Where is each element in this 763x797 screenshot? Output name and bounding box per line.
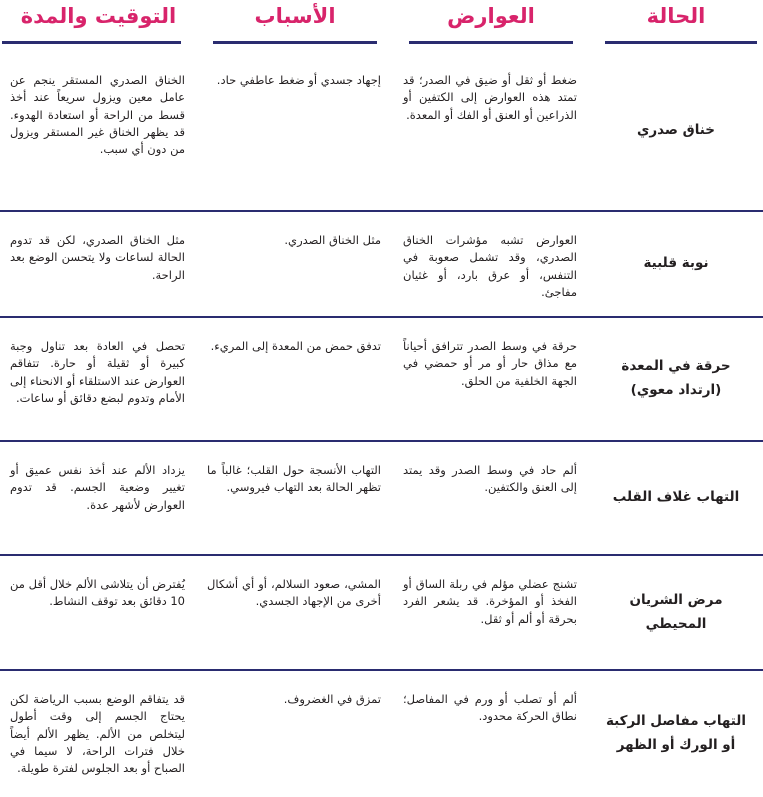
condition-cell: خناق صدري <box>636 122 716 139</box>
condition-cell: حرقة في المعدة (ارتداد معوي) <box>621 358 731 398</box>
timing-cell: يزداد الألم عند أخذ نفس عميق أو تغيير وضعية الجسم. قد تدوم العوارض لأشهر عدة. <box>10 463 185 512</box>
timing-cell: الخناق الصدري المستقر ينجم عن عامل معين ويزول سريعاً عند أخذ قسط من الراحة أو استعادة الهدوء. قد يظهر الخناق غير المستقر ويزول من دون أي سبب. <box>10 73 185 156</box>
table-row <box>0 556 763 671</box>
header-timing: التوقيت والمدة <box>0 0 197 52</box>
causes-cell: التهاب الأنسجة حول القلب؛ غالباً ما تظهر الحالة بعد التهاب فيروسي. <box>207 463 381 495</box>
header-condition: الحالة <box>589 0 763 52</box>
header-symptoms: العوارض <box>393 0 589 52</box>
table-row <box>0 318 763 442</box>
symptoms-cell: حرقة في وسط الصدر تترافق أحياناً مع مذاق حار أو مر أو حمضي في الجهة الخلفية من الحلق. <box>403 339 577 388</box>
causes-cell: تمزق في الغضروف. <box>283 692 381 706</box>
condition-cell: نوبة قلبية <box>643 255 709 272</box>
header-causes: الأسباب <box>197 0 393 52</box>
table-row <box>0 671 763 797</box>
causes-cell: المشي، صعود السلالم، أو أي أشكال أخرى من الإجهاد الجسدي. <box>207 577 381 609</box>
symptoms-cell: ألم أو تصلب أو ورم في المفاصل؛ نطاق الحركة محدود. <box>403 692 577 724</box>
table-row <box>0 212 763 318</box>
table-header <box>0 0 763 52</box>
condition-cell: التهاب غلاف القلب <box>612 489 740 506</box>
causes-cell: مثل الخناق الصدري. <box>284 233 381 247</box>
timing-cell: مثل الخناق الصدري، لكن قد تدوم الحالة لساعات ولا يتحسن الوضع بعد الراحة. <box>10 233 185 282</box>
symptoms-cell: ضغط أو ثقل أو ضيق في الصدر؛ قد تمتد هذه العوارض إلى الكتفين أو الذراعين أو العنق أو الفك أو المعدة. <box>403 73 577 122</box>
condition-cell: التهاب مفاصل الركبة أو الورك أو الظهر <box>605 713 747 753</box>
condition-cell: مرض الشريان المحيطي <box>629 591 723 632</box>
symptoms-cell: تشنج عضلي مؤلم في ربلة الساق أو الفخذ أو المؤخرة. قد يشعر الفرد بحرقة أو ألم أو ثقل. <box>403 577 577 626</box>
table-row <box>0 442 763 556</box>
symptoms-cell: ألم حاد في وسط الصدر وقد يمتد إلى العنق والكتفين. <box>403 463 577 495</box>
causes-cell: إجهاد جسدي أو ضغط عاطفي حاد. <box>216 73 381 87</box>
timing-cell: تحصل في العادة بعد تناول وجبة كبيرة أو ثقيلة أو حارة. تتفاقم العوارض عند الاستلقاء أو الانحناء إلى الأمام وتدوم لبضع دقائق أو ساعات. <box>10 339 185 405</box>
timing-cell: قد يتفاقم الوضع بسبب الرياضة لكن يحتاج الجسم إلى وقت أطول ليتخلص من الألم. يظهر الألم أيضاً خلال فترات الراحة، لا سيما في الصباح أو بعد الجلوس لفترة طويلة. <box>10 692 185 775</box>
table-row <box>0 52 763 212</box>
symptoms-cell: العوارض تشبه مؤشرات الخناق الصدري، وقد تشمل صعوبة في التنفس، أو عرق بارد، أو غثيان مفاجئ. <box>403 233 577 299</box>
timing-cell: يُفترض أن يتلاشى الألم خلال أقل من 10 دقائق بعد توقف النشاط. <box>10 577 185 609</box>
causes-cell: تدفق حمض من المعدة إلى المريء. <box>210 339 381 353</box>
